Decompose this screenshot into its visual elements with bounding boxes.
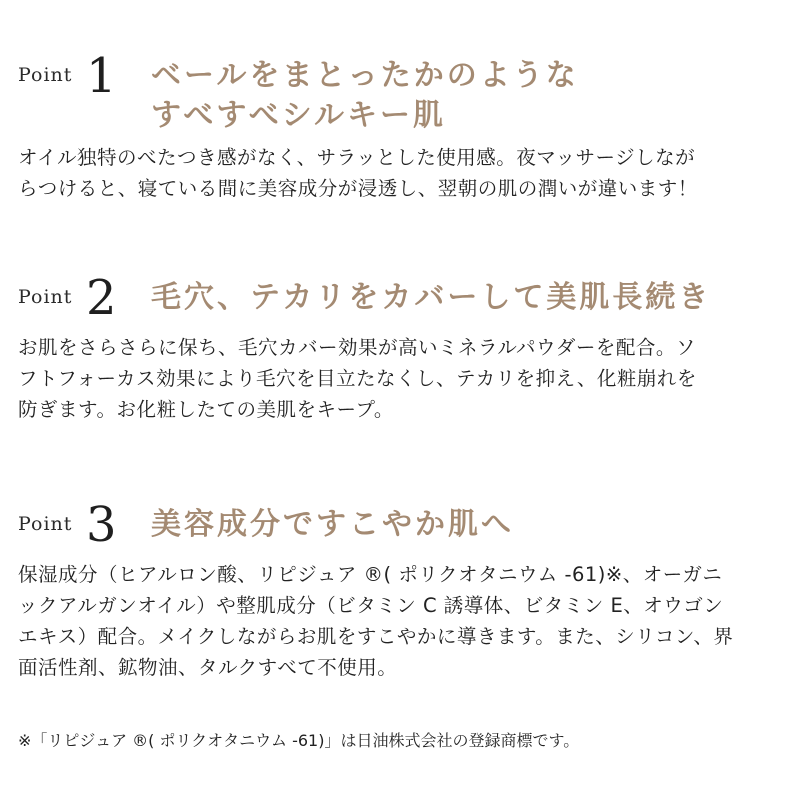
point-1-number: 1 — [86, 48, 117, 104]
point-3-section — [18, 497, 788, 683]
point-2-body — [18, 332, 788, 425]
point-2-number: 2 — [86, 270, 117, 326]
point-2-section — [18, 270, 788, 425]
point-3-body-line-4: 面活性剤、鉱物油、タルクすべて不使用。 — [18, 656, 398, 679]
point-1-title — [151, 56, 579, 136]
point-3-title — [151, 505, 514, 545]
point-2-body-line-2: フトフォーカス効果により毛穴を目立たなくし、テカリを抑え、化粧崩れを — [18, 367, 697, 390]
point-2-body-line-3: 防ぎます。お化粧したての美肌をキープ。 — [18, 398, 394, 421]
point-2-header — [18, 270, 788, 332]
point-2-title-line-1: 毛穴、テカリをカバーして美肌長続き — [151, 280, 712, 315]
point-2-title — [151, 278, 711, 318]
point-1-body — [18, 142, 788, 204]
point-2-label: Point — [18, 286, 73, 308]
point-1-section — [18, 48, 788, 204]
point-1-title-line-2: すべすべシルキー肌 — [151, 98, 447, 133]
point-3-number: 3 — [86, 497, 117, 553]
point-1-body-line-2: らつけると、寝ている間に美容成分が浸透し、翌朝の肌の潤いが違います！ — [18, 177, 698, 200]
point-3-body-line-3: エキス）配合。メイクしながらお肌をすこやかに導きます。また、シリコン、界 — [18, 625, 734, 648]
point-3-label: Point — [18, 513, 73, 535]
point-1-title-line-1: ベールをまとったかのような — [151, 58, 579, 93]
point-3-title-line-1: 美容成分ですこやか肌へ — [151, 507, 514, 542]
point-1-header — [18, 48, 788, 142]
point-1-label: Point — [18, 64, 73, 86]
trademark-footnote: ※「リピジュア ®( ポリクオタニウム -61)」は日油株式会社の登録商標です。 — [18, 731, 580, 750]
point-3-body — [18, 559, 788, 683]
point-2-body-line-1: お肌をさらさらに保ち、毛穴カバー効果が高いミネラルパウダーを配合。ソ — [18, 336, 696, 359]
point-1-body-line-1: オイル独特のべたつき感がなく、サラッとした使用感。夜マッサージしなが — [18, 146, 696, 169]
point-3-body-line-1: 保湿成分（ヒアルロン酸、リピジュア ®( ポリクオタニウム -61)※、オーガニ — [18, 563, 723, 586]
point-3-body-line-2: ックアルガンオイル）や整肌成分（ビタミン C 誘導体、ビタミン E、オウゴン — [18, 594, 724, 617]
point-3-header — [18, 497, 788, 559]
